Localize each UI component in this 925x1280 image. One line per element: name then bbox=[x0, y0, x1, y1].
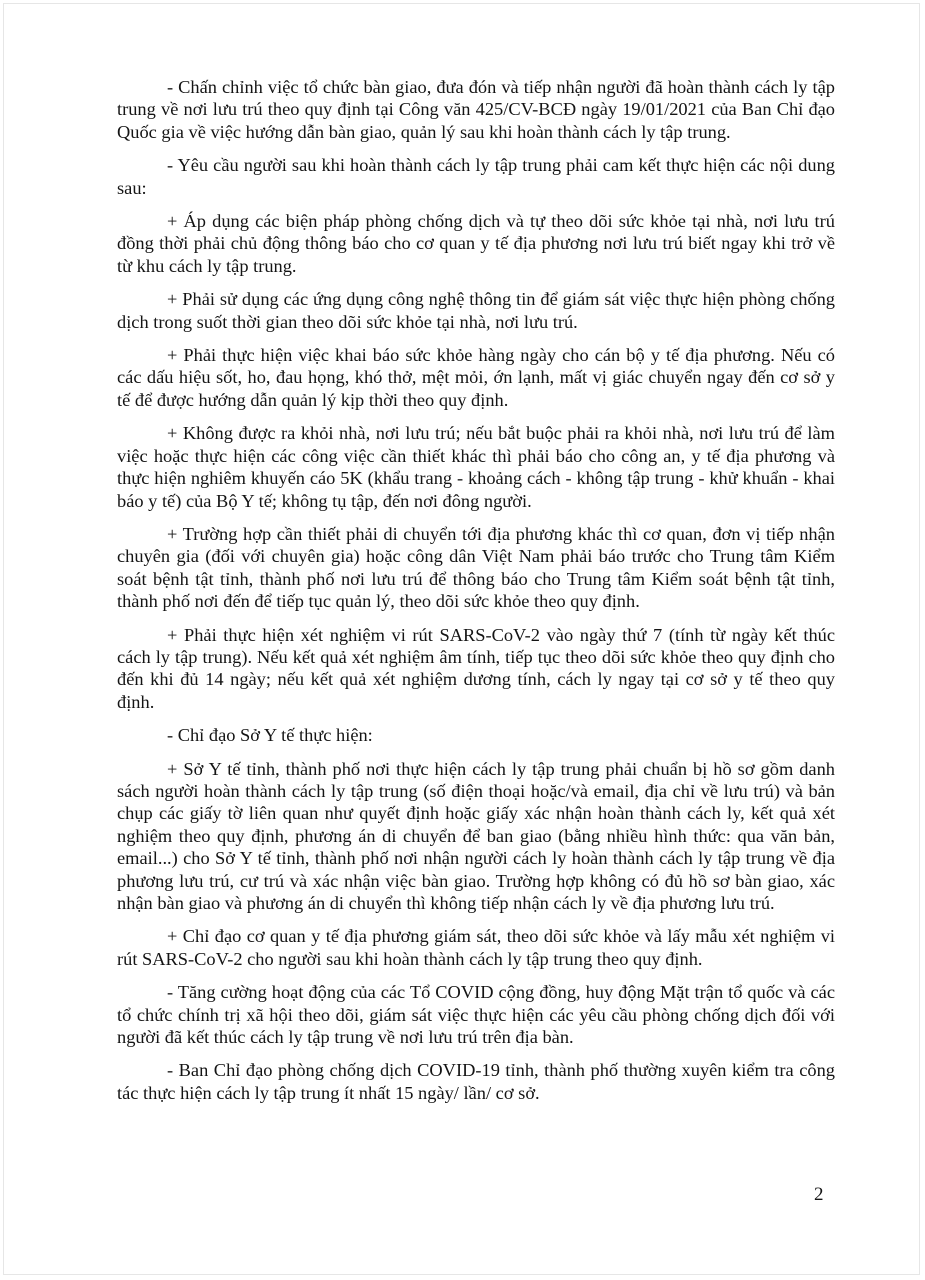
document-body bbox=[117, 76, 835, 1115]
paragraph-it-apps: + Phải sử dụng các ứng dụng công nghệ thông tin để giám sát việc thực hiện phòng chống dịch trong suốt thời gian theo dõi sức khỏe tại nhà, nơi lưu trú. bbox=[117, 289, 835, 332]
page-number: 2 bbox=[814, 1184, 824, 1205]
paragraph-handover: - Chấn chỉnh việc tổ chức bàn giao, đưa đón và tiếp nhận người đã hoàn thành cách ly tập trung về nơi lưu trú theo quy định tại Công văn 425/CV-BCĐ ngày 19/01/2021 của Ban Chỉ đạo Quốc gia về việc hướng dẫn bàn giao, quản lý sau khi hoàn thành cách ly tập trung. bbox=[117, 77, 835, 142]
paragraph-home-monitoring: + Áp dụng các biện pháp phòng chống dịch và tự theo dõi sức khỏe tại nhà, nơi lưu trú đồng thời phải chủ động thông báo cho cơ quan y tế địa phương nơi lưu trú biết ngay khi trở về từ khu cách ly tập trung. bbox=[117, 211, 835, 276]
paragraph-travel-notice: + Trường hợp cần thiết phải di chuyển tới địa phương khác thì cơ quan, đơn vị tiếp nhận chuyên gia (đối với chuyên gia) hoặc công dân Việt Nam phải báo trước cho Trung tâm Kiểm soát bệnh tật tỉnh, thành phố nơi lưu trú để thông báo cho Trung tâm Kiểm soát bệnh tật tỉnh, thành phố nơi đến để tiếp tục quản lý, theo dõi sức khỏe theo quy định. bbox=[117, 523, 835, 612]
paragraph-records-preparation: + Sở Y tế tỉnh, thành phố nơi thực hiện cách ly tập trung phải chuẩn bị hồ sơ gồm danh sách người hoàn thành cách ly tập trung (số điện thoại hoặc/và email, địa chỉ về lưu trú) và bản chụp các giấy tờ liên quan như quyết định hoặc giấy xác nhận hoàn thành cách ly, kết quả xét nghiệm theo quy định, phương án di chuyển để ban giao (bằng nhiều hình thức: qua văn bản, email...) cho Sở Y tế tỉnh, thành phố nơi nhận người cách ly hoàn thành cách ly tập trung về địa phương lưu trú, cư trú và xác nhận việc bàn giao. Trường hợp không có đủ hồ sơ bàn giao, xác nhận bàn giao và phương án di chuyển thì không tiếp nhận cách ly về địa phương lưu trú. bbox=[117, 758, 835, 913]
paragraph-commitment-intro: - Yêu cầu người sau khi hoàn thành cách ly tập trung phải cam kết thực hiện các nội dung sau: bbox=[117, 155, 835, 198]
paragraph-testing-day-7: + Phải thực hiện xét nghiệm vi rút SARS-CoV-2 vào ngày thứ 7 (tính từ ngày kết thúc cách ly tập trung). Nếu kết quả xét nghiệm âm tính, tiếp tục theo dõi sức khỏe theo quy định cho đến khi đủ 14 ngày; nếu kết quả xét nghiệm dương tính, cách ly ngay tại cơ sở y tế theo quy định. bbox=[117, 624, 835, 712]
paragraph-health-declaration: + Phải thực hiện việc khai báo sức khỏe hàng ngày cho cán bộ y tế địa phương. Nếu có các dấu hiệu sốt, ho, đau họng, khó thở, mệt mỏi, ớn lạnh, mất vị giác chuyển ngay đến cơ sở y tế để được hướng dẫn quản lý kịp thời theo quy định. bbox=[117, 345, 835, 410]
paragraph-inspection: - Ban Chỉ đạo phòng chống dịch COVID-19 tỉnh, thành phố thường xuyên kiểm tra công tác thực hiện cách ly tập trung ít nhất 15 ngày/ lần/ cơ sở. bbox=[117, 1060, 835, 1103]
paragraph-community-teams: - Tăng cường hoạt động của các Tổ COVID cộng đồng, huy động Mặt trận tổ quốc và các tổ chức chính trị xã hội theo dõi, giám sát việc thực hiện các yêu cầu phòng chống dịch đối với người đã kết thúc cách ly tập trung về nơi lưu trú trên địa bàn. bbox=[117, 982, 835, 1048]
paragraph-local-supervision: + Chỉ đạo cơ quan y tế địa phương giám sát, theo dõi sức khỏe và lấy mẫu xét nghiệm vi rút SARS-CoV-2 cho người sau khi hoàn thành cách ly tập trung theo quy định. bbox=[117, 926, 835, 969]
paragraph-stay-home: + Không được ra khỏi nhà, nơi lưu trú; nếu bắt buộc phải ra khỏi nhà, nơi lưu trú để làm việc hoặc thực hiện các công việc cần thiết khác thì phải báo cho công an, y tế địa phương và thực hiện nghiêm khuyến cáo 5K (khẩu trang - khoảng cách - không tập trung - khử khuẩn - khai báo y tế) của Bộ Y tế; không tụ tập, đến nơi đông người. bbox=[117, 423, 835, 511]
paragraph-health-dept-heading: - Chỉ đạo Sở Y tế thực hiện: bbox=[167, 725, 373, 746]
